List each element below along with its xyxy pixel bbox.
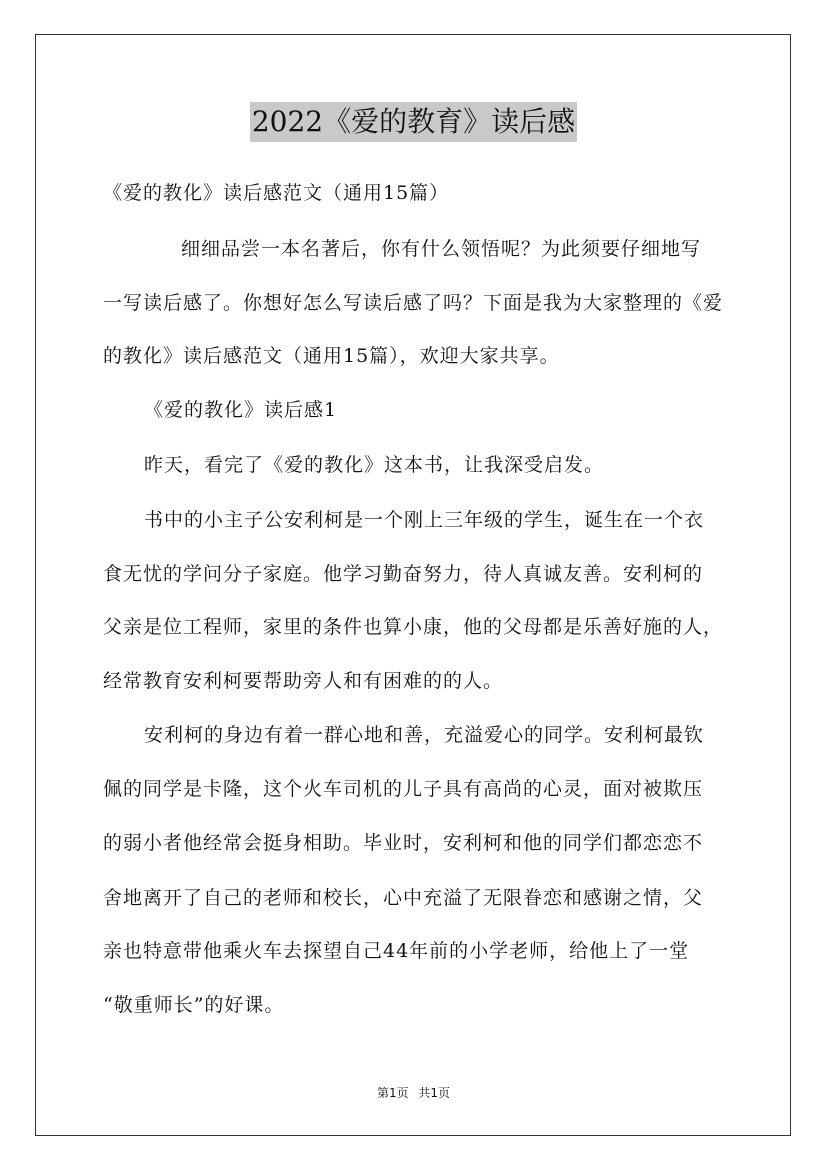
paragraph-line-7: 父亲是位工程师，家里的条件也算小康，他的父母都是乐善好施的人，: [103, 616, 724, 638]
paragraph-line-1: 细细品尝一本名著后，你有什么领悟呢？为此须要仔细地写: [181, 238, 702, 260]
page-total: 共1页: [418, 1086, 451, 1100]
section-heading: 《爱的教化》读后感1: [144, 399, 338, 421]
paragraph-line-5: 书中的小主子公安利柯是一个刚上三年级的学生，诞生在一个衣: [144, 509, 705, 531]
paragraph-line-3: 的教化》读后感范文（通用15篇），欢迎大家共享。: [103, 345, 560, 367]
subtitle: 《爱的教化》读后感范文（通用15篇）: [103, 182, 450, 204]
paragraph-line-9: 安利柯的身边有着一群心地和善，充溢爱心的同学。安利柯最钦: [144, 724, 705, 746]
paragraph-line-8: 经常教育安利柯要帮助旁人和有困难的的人。: [103, 670, 504, 692]
paragraph-line-10: 佩的同学是卡隆，这个火车司机的儿子具有高尚的心灵，面对被欺压: [103, 778, 704, 800]
paragraph-line-13: 亲也特意带他乘火车去探望自己44年前的小学老师，给他上了一堂: [103, 940, 690, 962]
page-number: 第1页: [376, 1086, 409, 1100]
paragraph-line-11: 的弱小者他经常会挺身相助。毕业时，安利柯和他的同学们都恋恋不: [103, 832, 704, 854]
title-container: [0, 102, 827, 142]
paragraph-line-6: 食无忧的学问分子家庭。他学习勤奋努力，待人真诚友善。安利柯的: [103, 563, 704, 585]
paragraph-line-12: 舍地离开了自己的老师和校长，心中充溢了无限眷恋和感谢之情，父: [103, 887, 704, 909]
paragraph-line-14: “敬重师长”的好课。: [103, 994, 285, 1016]
page-footer: [0, 1084, 827, 1101]
paragraph-line-4: 昨天，看完了《爱的教化》这本书，让我深受启发。: [144, 454, 605, 476]
paragraph-line-2: 一写读后感了。你想好怎么写读后感了吗？下面是我为大家整理的《爱: [103, 292, 724, 314]
document-title: 2022《爱的教育》读后感: [250, 102, 577, 142]
